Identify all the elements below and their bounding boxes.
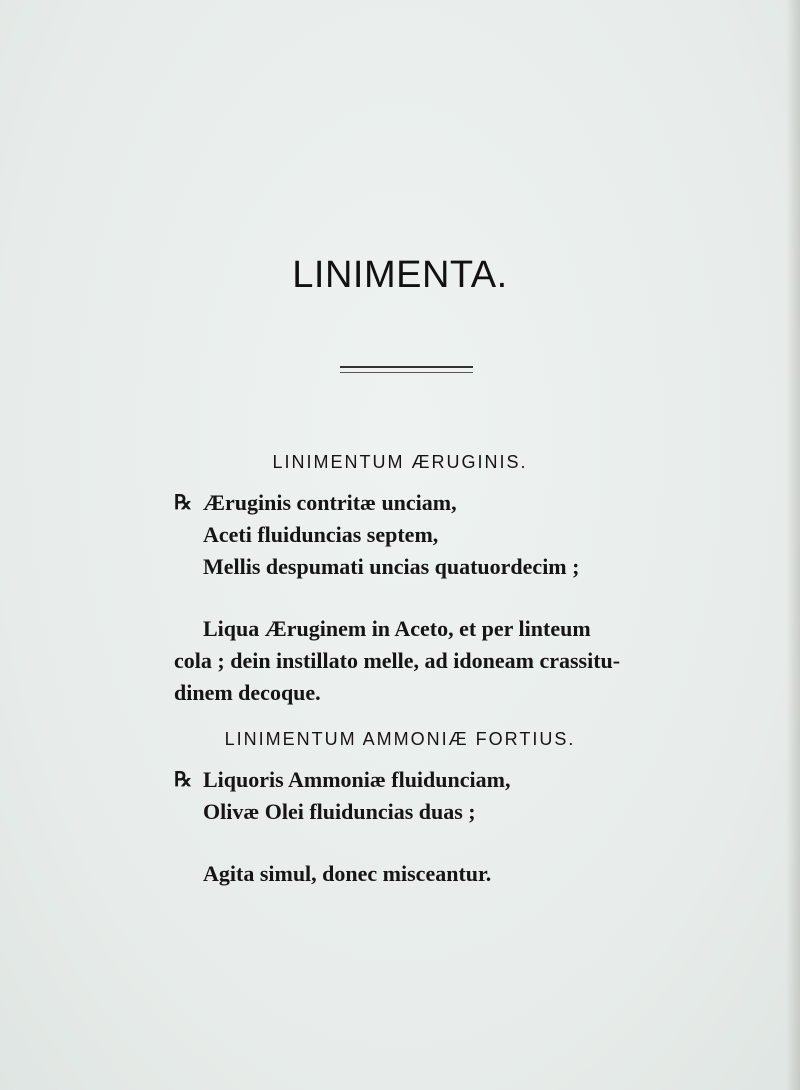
ingredient-line: Mellis despumati uncias quatuordecim ; — [203, 554, 580, 579]
directions-line: Agita simul, donec misceantur. — [203, 861, 492, 886]
title-rule-bottom — [340, 372, 473, 373]
directions-line: cola ; dein instillato melle, ad idoneam crassitu- — [174, 648, 621, 673]
ingredient-line: Aceti fluiduncias septem, — [203, 522, 439, 547]
page-title: LINIMENTA. — [292, 254, 508, 296]
title-rule-top — [340, 366, 473, 368]
ingredient-line: Æruginis contritæ unciam, — [203, 490, 457, 515]
ingredient-line: Olivæ Olei fluiduncias duas ; — [203, 799, 476, 824]
recipe-symbol-icon: ℞ — [174, 769, 192, 791]
recipe-heading-ammoniae: LINIMENTUM AMMONIÆ FORTIUS. — [224, 729, 576, 749]
recipe-symbol-icon: ℞ — [174, 492, 192, 514]
directions-line: dinem decoque. — [174, 680, 321, 705]
ingredient-line: Liquoris Ammoniæ fluidunciam, — [203, 767, 511, 792]
recipe-heading-aeruginis: LINIMENTUM ÆRUGINIS. — [272, 452, 528, 472]
page-edge-shadow — [786, 0, 800, 1090]
directions-line: Liqua Æruginem in Aceto, et per linteum — [203, 616, 591, 641]
